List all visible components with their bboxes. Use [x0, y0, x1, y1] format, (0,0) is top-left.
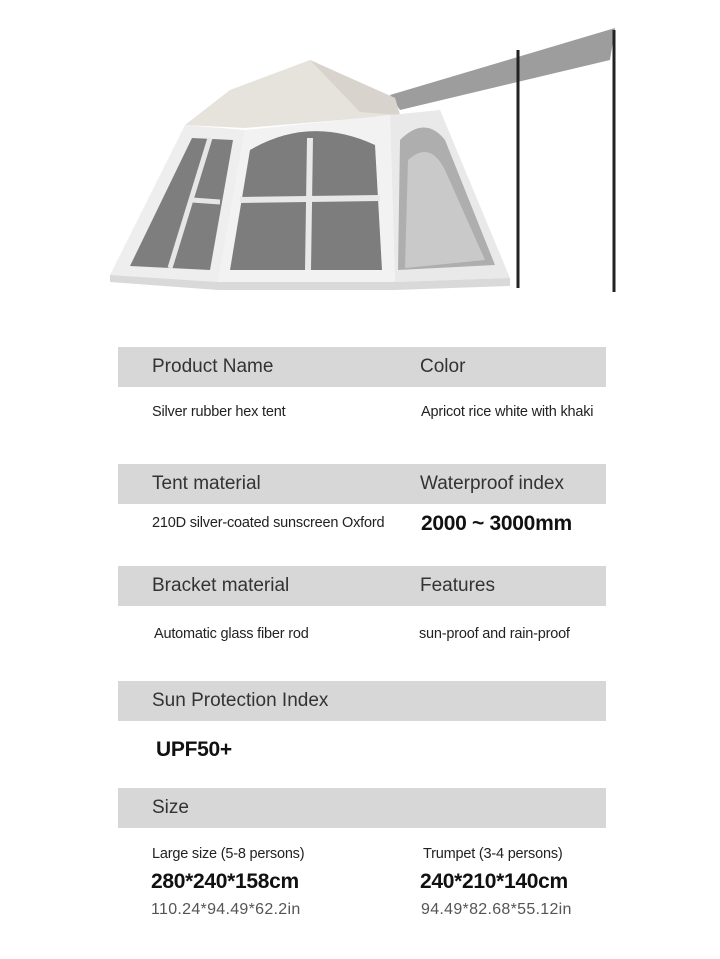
large-size-cm: 280*240*158cm [151, 870, 299, 893]
tent-product-image [100, 20, 630, 300]
small-size-name: Trumpet (3-4 persons) [423, 846, 563, 862]
sun-protection-label: Sun Protection Index [152, 690, 329, 711]
product-name-label: Product Name [152, 356, 274, 377]
sun-protection-header [118, 681, 606, 721]
tent-awning [390, 28, 615, 110]
tent-material-value: 210D silver-coated sunscreen Oxford [152, 515, 385, 531]
spec-header-row-3 [118, 566, 606, 606]
waterproof-index-label: Waterproof index [420, 473, 564, 494]
features-value: sun-proof and rain-proof [419, 626, 570, 642]
spec-header-row-2 [118, 464, 606, 504]
sun-protection-value: UPF50+ [156, 738, 232, 761]
size-header [118, 788, 606, 828]
color-value: Apricot rice white with khaki [421, 404, 594, 420]
bracket-material-value: Automatic glass fiber rod [154, 626, 309, 642]
product-name-value: Silver rubber hex tent [152, 404, 286, 420]
small-size-cm: 240*210*140cm [420, 870, 568, 893]
features-label: Features [420, 575, 495, 596]
color-label: Color [420, 356, 466, 377]
size-label: Size [152, 797, 189, 818]
bracket-material-label: Bracket material [152, 575, 290, 596]
small-size-in: 94.49*82.68*55.12in [421, 901, 572, 918]
spec-header-row-1 [118, 347, 606, 387]
large-size-in: 110.24*94.49*62.2in [151, 901, 301, 918]
waterproof-index-value: 2000 ~ 3000mm [421, 512, 572, 535]
tent-material-label: Tent material [152, 473, 261, 494]
large-size-name: Large size (5-8 persons) [152, 846, 305, 862]
